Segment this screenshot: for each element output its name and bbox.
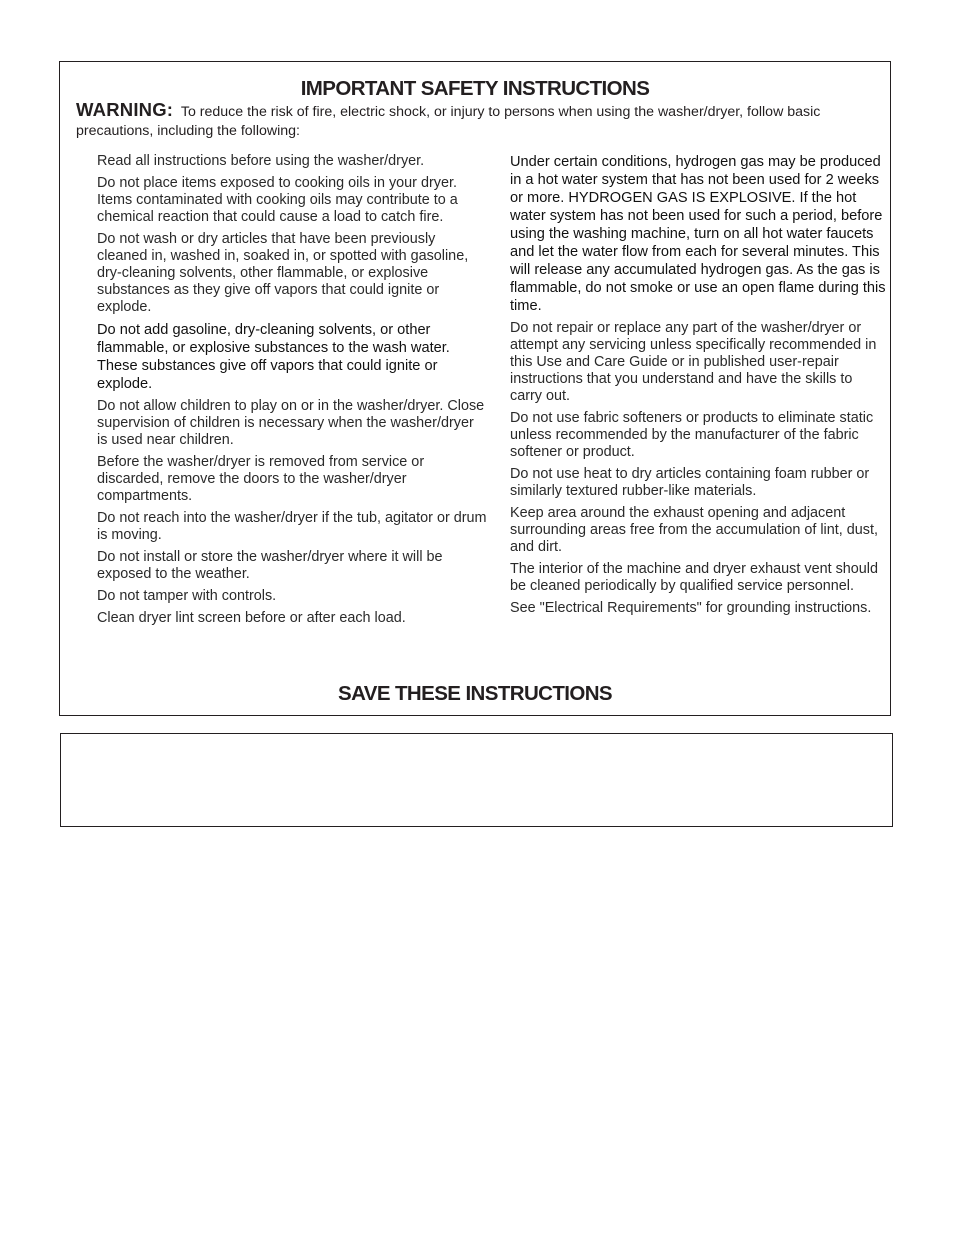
- instruction-item: Do not install or store the washer/dryer where it will be exposed to the weather.: [97, 549, 443, 582]
- instruction-item: Do not use fabric softeners or products to eliminate static unless recommended by the manufacturer of the fabric softener or product.: [510, 410, 874, 460]
- instruction-item: Read all instructions before using the washer/dryer.: [97, 153, 425, 169]
- instruction-item: Do not allow children to play on or in the washer/dryer. Close supervision of children is necessary when the washer/dryer is used near children.: [97, 398, 485, 448]
- empty-box: [60, 733, 893, 827]
- instruction-item: Do not add gasoline, dry-cleaning solvents, or other flammable, or explosive substances to the wash water. These substances give off vapors that could ignite or explode.: [97, 322, 450, 392]
- instruction-item: Clean dryer lint screen before or after each load.: [97, 610, 406, 626]
- instruction-item: See "Electrical Requirements" for grounding instructions.: [510, 600, 872, 616]
- instruction-item: Do not tamper with controls.: [97, 588, 277, 604]
- warning-intro: [76, 100, 876, 141]
- instruction-item: Before the washer/dryer is removed from service or discarded, remove the doors to the washer/dryer compartments.: [97, 454, 425, 504]
- save-instructions-heading: SAVE THESE INSTRUCTIONS: [338, 682, 612, 705]
- safety-instructions-box: [59, 61, 891, 716]
- page-title: IMPORTANT SAFETY INSTRUCTIONS: [300, 77, 650, 100]
- left-instructions-list: [97, 153, 487, 632]
- warning-label: WARNING:: [76, 99, 174, 120]
- instruction-item: Do not repair or replace any part of the washer/dryer or attempt any servicing unless specifically recommended in this Use and Care Guide or in published user-repair instructions that you understand and have the skills to carry out.: [510, 320, 877, 404]
- instruction-item: Do not reach into the washer/dryer if the tub, agitator or drum is moving.: [97, 510, 487, 543]
- instruction-item: Keep area around the exhaust opening and adjacent surrounding areas free from the accumulation of lint, dust, and dirt.: [510, 505, 878, 555]
- instruction-item: Do not use heat to dry articles containing foam rubber or similarly textured rubber-like materials.: [510, 466, 870, 499]
- instruction-item: The interior of the machine and dryer exhaust vent should be cleaned periodically by qualified service personnel.: [510, 561, 878, 594]
- right-instructions-list: [510, 153, 888, 622]
- warning-text: To reduce the risk of fire, electric shock, or injury to persons when using the washer/dryer, follow basic precautions, including the following:: [76, 104, 821, 139]
- instruction-item: Under certain conditions, hydrogen gas may be produced in a hot water system that has not been used for 2 weeks or more. HYDROGEN GAS IS EXPLOSIVE. If the hot water system has not been used for such a period, before using the washing machine, turn on all hot water faucets and let the water flow from each for several minutes. This will release any accumulated hydrogen gas. As the gas is flammable, do not smoke or use an open flame during this time.: [510, 154, 886, 314]
- instruction-item: Do not wash or dry articles that have been previously cleaned in, washed in, soaked in, or spotted with gasoline, dry-cleaning solvents, other flammable, or explosive substances as they give off vapors that could ignite or explode.: [97, 231, 469, 315]
- instruction-item: Do not place items exposed to cooking oils in your dryer. Items contaminated with cooking oils may contribute to a chemical reaction that could cause a load to catch fire.: [97, 175, 458, 225]
